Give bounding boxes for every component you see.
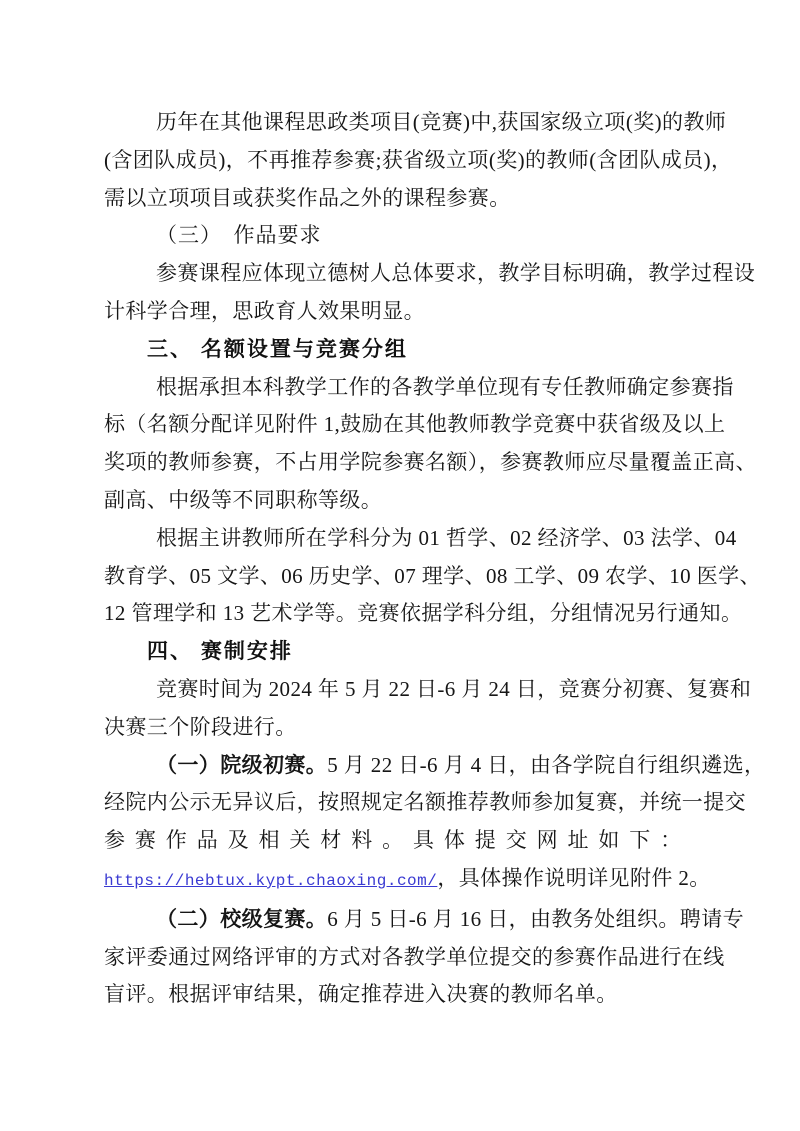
body-line: 决赛三个阶段进行。 [104, 714, 297, 739]
body-line: 奖项的教师参赛，不占用学院参赛名额），参赛教师应尽量覆盖正高、 [104, 450, 757, 475]
body-line [104, 901, 744, 939]
body-line: 历年在其他课程思政类项目(竞赛)中,获国家级立项(奖)的教师 [156, 110, 727, 134]
body-line: 12 管理学和 13 艺术学等。竞赛依据学科分组，分组情况另行通知。 [104, 601, 743, 626]
body-line: 家评委通过网络评审的方式对各教学单位提交的参赛作品进行在线 [104, 944, 725, 969]
body-line: 参赛课程应体现立德树人总体要求，教学目标明确，教学过程设 [156, 261, 756, 286]
paragraph-text: 6 月 5 日-6 月 16 日，由教务处组织。聘请专 [327, 906, 744, 931]
body-line [104, 747, 766, 785]
body-line: 根据承担本科教学工作的各教学单位现有专任教师确定参赛指 [156, 374, 734, 399]
paragraph-lead: （一）院级初赛。 [156, 752, 328, 777]
section-heading: 四、 赛制安排 [147, 640, 293, 664]
section-heading: 三、 名额设置与竞赛分组 [147, 337, 408, 361]
body-line: 需以立项项目或获奖作品之外的课程参赛。 [104, 185, 511, 210]
body-line: 计科学合理，思政育人效果明显。 [104, 298, 425, 323]
paragraph-text: 5 月 22 日-6 月 4 日，由各学院自行组织遴选， [327, 752, 766, 777]
body-line: 竞赛时间为 2024 年 5 月 22 日-6 月 24 日，竞赛分初赛、复赛和 [156, 676, 752, 701]
sub-heading: （三） 作品要求 [156, 223, 322, 248]
body-line: (含团队成员)，不再推荐参赛;获省级立项(奖)的教师(含团队成员)， [104, 147, 733, 172]
body-line: 标（名额分配详见附件 1,鼓励在其他教师教学竞赛中获省级及以上 [104, 412, 726, 437]
document-content [104, 104, 766, 1014]
spread-justified-line: 参赛作品及相关材料。具体提交网址如下： [104, 828, 692, 853]
url-line-tail: ，具体操作说明详见附件 2。 [437, 865, 711, 890]
body-line: 教育学、05 文学、06 历史学、07 理学、08 工学、09 农学、10 医学、 [104, 563, 761, 588]
url-line [104, 860, 711, 901]
submission-url-link[interactable]: https://hebtux.kypt.chaoxing.com/ [104, 871, 438, 890]
paragraph-lead: （二）校级复赛。 [156, 906, 328, 931]
body-line: 盲评。根据评审结果，确定推荐进入决赛的教师名单。 [104, 982, 618, 1007]
body-line: 副高、中级等不同职称等级。 [104, 487, 383, 512]
body-line: 经院内公示无异议后，按照规定名额推荐教师参加复赛，并统一提交 [104, 790, 746, 815]
body-line: 根据主讲教师所在学科分为 01 哲学、02 经济学、03 法学、04 [156, 525, 737, 550]
